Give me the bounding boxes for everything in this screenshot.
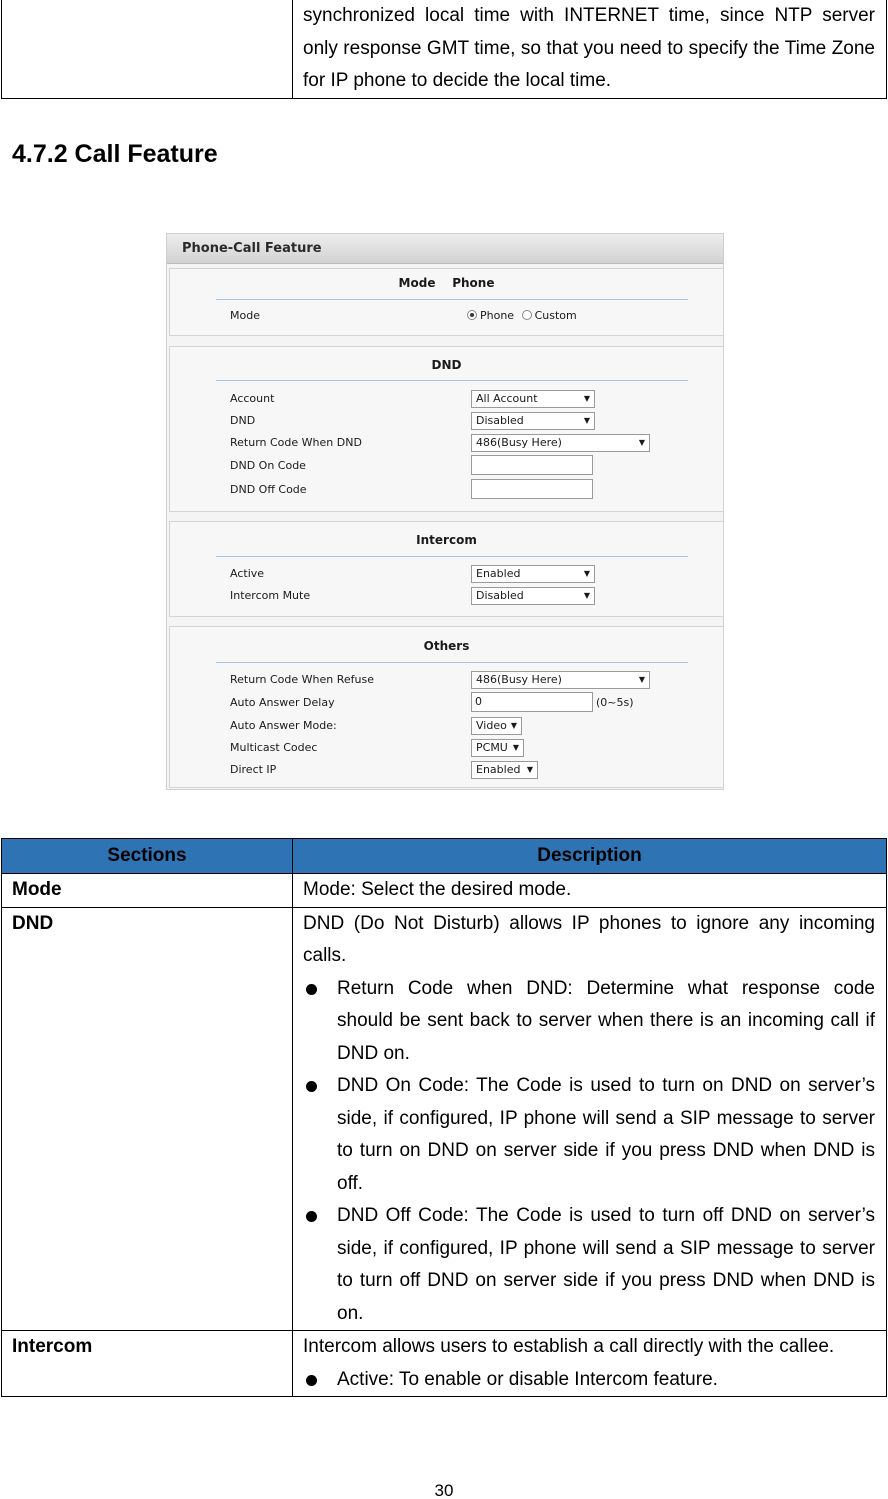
dropdown-arrow-icon: ▼	[583, 569, 590, 578]
description-header: Description	[293, 839, 887, 874]
intercom-mute-select[interactable]: Disabled ▼	[471, 587, 595, 605]
mode-header-label: Mode	[398, 276, 436, 290]
sections-header: Sections	[2, 839, 293, 874]
section-description	[293, 907, 887, 1331]
dropdown-arrow-icon: ▼	[512, 743, 519, 752]
bullet-list	[303, 1364, 875, 1397]
dropdown-arrow-icon: ▼	[583, 591, 590, 600]
dropdown-arrow-icon: ▼	[510, 721, 517, 730]
call-feature-screenshot	[166, 233, 724, 790]
intercom-group	[169, 521, 724, 617]
table-row	[2, 0, 887, 98]
divider	[216, 299, 688, 300]
list-item: Return Code when DND: Determine what response code should be sent back to server when there is an incoming call if DND on.	[303, 973, 875, 1071]
return-code-label: Return Code When DND	[230, 436, 362, 449]
dnd-on-code-input[interactable]	[471, 455, 593, 475]
multicast-codec-label: Multicast Codec	[230, 741, 318, 754]
screenshot-title: Phone-Call Feature	[167, 234, 723, 264]
delay-range-hint: (0~5s)	[596, 696, 634, 709]
auto-answer-delay-label: Auto Answer Delay	[230, 696, 335, 709]
others-group-title: Others	[423, 639, 470, 653]
mode-radio-group	[467, 309, 577, 322]
refuse-code-label: Return Code When Refuse	[230, 673, 374, 686]
divider	[216, 662, 688, 663]
dnd-group	[169, 346, 724, 512]
dropdown-arrow-icon: ▼	[583, 394, 590, 403]
sections-table	[1, 838, 887, 1397]
mode-label: Mode	[230, 309, 260, 322]
radio-custom[interactable]	[522, 310, 532, 320]
intercom-group-title: Intercom	[416, 533, 477, 547]
auto-answer-mode-select[interactable]: Video ▼	[471, 717, 522, 735]
page-number: 30	[434, 1481, 454, 1499]
description-intro: Intercom allows users to establish a call directly with the callee.	[303, 1336, 835, 1357]
mode-group-title	[170, 276, 723, 290]
list-item: Active: To enable or disable Intercom feature.	[303, 1364, 875, 1397]
dnd-label: DND	[230, 414, 256, 427]
dropdown-arrow-icon: ▼	[583, 416, 590, 425]
list-item: DND On Code: The Code is used to turn on DND on server’s side, if configured, IP phone will send a SIP message to server to turn on DND on server side if you press DND when DND is off.	[303, 1070, 875, 1200]
direct-ip-select[interactable]: Enabled ▼	[471, 761, 538, 779]
dnd-select[interactable]: Disabled ▼	[471, 412, 595, 430]
bullet-list	[303, 973, 875, 1331]
list-item: DND Off Code: The Code is used to turn off DND on server’s side, if configured, IP phone will send a SIP message to server to turn off DND on server side if you press DND when DND is on.	[303, 1200, 875, 1330]
intercom-mute-label: Intercom Mute	[230, 589, 311, 602]
table-header-row	[2, 839, 887, 874]
section-cell	[2, 0, 293, 98]
divider	[216, 380, 688, 381]
description-intro: DND (Do Not Disturb) allows IP phones to ignore any incoming calls.	[303, 912, 875, 966]
dnd-off-code-input[interactable]	[471, 479, 593, 499]
section-name: DND	[2, 907, 293, 1331]
previous-section-table	[1, 0, 887, 99]
dropdown-arrow-icon: ▼	[638, 675, 645, 684]
table-row-mode	[2, 874, 887, 908]
auto-answer-delay-input[interactable]: 0	[471, 692, 593, 712]
refuse-code-select[interactable]: 486(Busy Here) ▼	[471, 671, 650, 689]
section-description	[293, 1331, 887, 1397]
mode-group	[169, 268, 724, 336]
direct-ip-label: Direct IP	[230, 763, 277, 776]
section-name: Intercom	[2, 1331, 293, 1397]
dnd-off-code-label: DND Off Code	[230, 483, 307, 496]
divider	[216, 556, 688, 557]
dnd-group-title: DND	[431, 358, 462, 372]
section-description: Mode: Select the desired mode.	[293, 874, 887, 908]
account-label: Account	[230, 392, 275, 405]
table-row-intercom	[2, 1331, 887, 1397]
description-cell: synchronized local time with INTERNET time, since NTP server only response GMT time, so that you need to specify the Time Zone for IP phone to decide the local time.	[293, 0, 887, 98]
auto-answer-mode-label: Auto Answer Mode:	[230, 719, 337, 732]
radio-phone[interactable]	[467, 310, 477, 320]
radio-custom-label: Custom	[534, 309, 577, 322]
return-code-select[interactable]: 486(Busy Here) ▼	[471, 434, 650, 452]
multicast-codec-select[interactable]: PCMU ▼	[471, 739, 524, 757]
table-row-dnd	[2, 907, 887, 1331]
section-heading: 4.7.2 Call Feature	[12, 140, 218, 168]
active-label: Active	[230, 567, 265, 580]
active-select[interactable]: Enabled ▼	[471, 565, 595, 583]
section-name: Mode	[2, 874, 293, 908]
dropdown-arrow-icon: ▼	[526, 765, 533, 774]
radio-phone-label: Phone	[480, 309, 515, 322]
mode-header-value: Phone	[452, 276, 495, 290]
others-group	[169, 626, 724, 788]
dropdown-arrow-icon: ▼	[638, 438, 645, 447]
dnd-on-code-label: DND On Code	[230, 459, 306, 472]
account-select[interactable]: All Account ▼	[471, 390, 595, 408]
